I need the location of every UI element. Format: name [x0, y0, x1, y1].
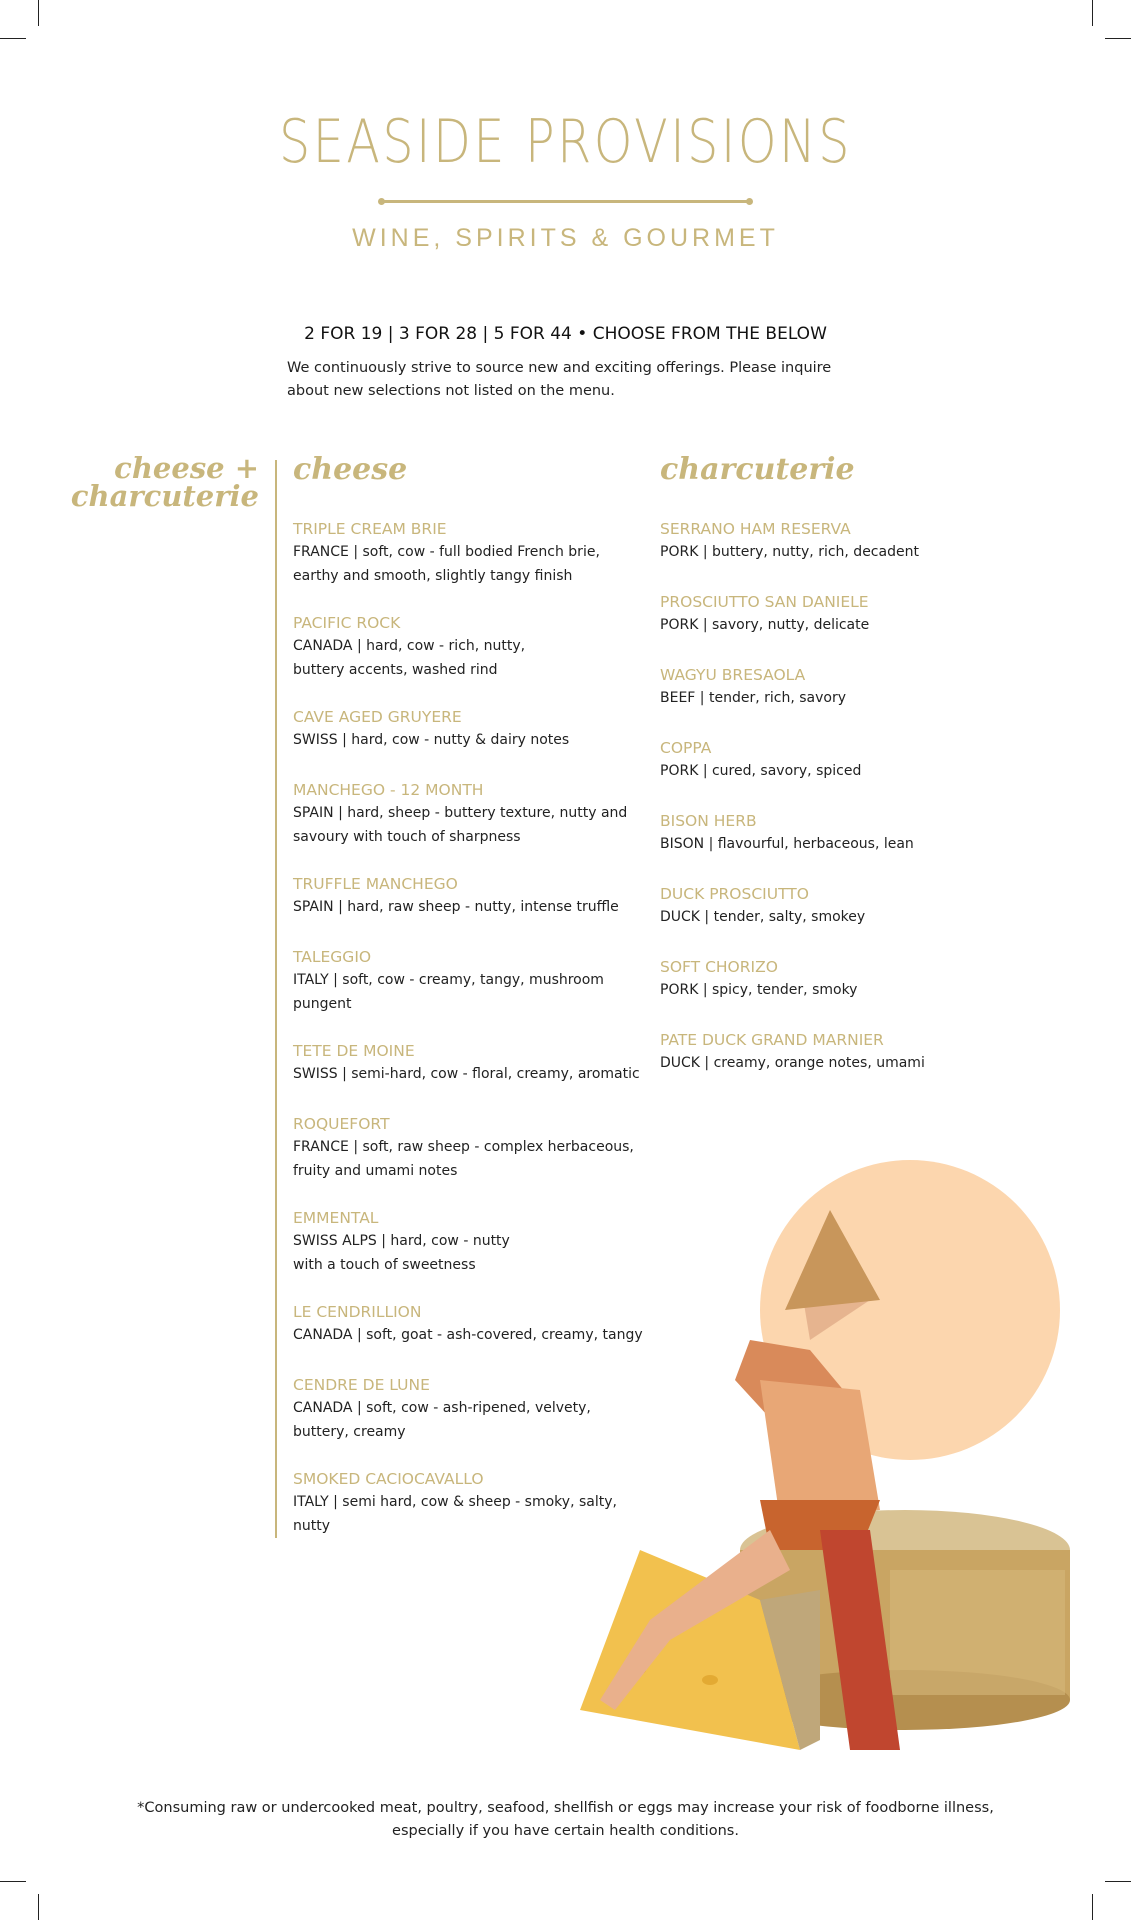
menu-item	[293, 779, 653, 849]
crop-mark	[0, 1881, 26, 1882]
menu-item-description: SPAIN | hard, sheep - buttery texture, nutty and savoury with touch of sharpness	[293, 805, 628, 845]
menu-item-description: PORK | cured, savory, spiced	[660, 763, 862, 779]
menu-item	[293, 518, 653, 588]
menu-item	[660, 664, 1040, 710]
menu-item-description: DUCK | creamy, orange notes, umami	[660, 1055, 925, 1071]
menu-item-name: BISON HERB	[660, 812, 757, 830]
section-side-title	[70, 451, 259, 513]
brand-tagline: WINE, SPIRITS & GOURMET	[352, 224, 779, 252]
menu-item-description: CANADA | soft, cow - ash-ripened, velvety, buttery, creamy	[293, 1400, 591, 1440]
menu-item	[293, 612, 653, 682]
menu-item-name: WAGYU BRESAOLA	[660, 666, 806, 684]
menu-item-name: TETE DE MOINE	[293, 1042, 415, 1060]
menu-item-name: SOFT CHORIZO	[660, 958, 778, 976]
crop-mark	[1105, 38, 1131, 39]
menu-item-name: CENDRE DE LUNE	[293, 1376, 430, 1394]
menu-item-name: ROQUEFORT	[293, 1115, 390, 1133]
menu-item-description: FRANCE | soft, raw sheep - complex herbaceous, fruity and umami notes	[293, 1139, 634, 1179]
menu-item	[293, 706, 653, 752]
menu-item-name: SMOKED CACIOCAVALLO	[293, 1470, 484, 1488]
menu-item-description: CANADA | hard, cow - rich, nutty, buttery accents, washed rind	[293, 638, 526, 678]
menu-item-name: DUCK PROSCIUTTO	[660, 885, 809, 903]
menu-item	[293, 1040, 653, 1086]
menu-item	[660, 591, 1040, 637]
menu-item-name: TALEGGIO	[293, 948, 372, 966]
allergy-disclaimer: *Consuming raw or undercooked meat, poultry, seafood, shellfish or eggs may increase your risk of foodborne illness, especially if you have certain health conditions.	[137, 1800, 994, 1839]
cheese-illustration	[560, 1150, 1080, 1770]
menu-item-name: COPPA	[660, 739, 712, 757]
menu-item-description: FRANCE | soft, cow - full bodied French brie, earthy and smooth, slightly tangy finish	[293, 544, 600, 584]
menu-item-description: SWISS | hard, cow - nutty & dairy notes	[293, 732, 570, 748]
menu-item-description: ITALY | soft, cow - creamy, tangy, mushroom pungent	[293, 972, 604, 1012]
menu-item-name: SERRANO HAM RESERVA	[660, 520, 851, 538]
menu-item-description: PORK | savory, nutty, delicate	[660, 617, 870, 633]
crop-mark	[1105, 1881, 1131, 1882]
charcuterie-list	[660, 518, 1040, 1102]
menu-item	[660, 810, 1040, 856]
intro-text: We continuously strive to source new and exciting offerings. Please inquire about new selections not listed on the menu.	[287, 360, 832, 399]
crop-mark	[1092, 0, 1093, 26]
menu-item-description: PORK | buttery, nutty, rich, decadent	[660, 544, 919, 560]
pricing-deal: 2 FOR 19 | 3 FOR 28 | 5 FOR 44 • CHOOSE FROM THE BELOW	[304, 324, 827, 344]
menu-item-description: SWISS ALPS | hard, cow - nutty with a touch of sweetness	[293, 1233, 510, 1273]
menu-item	[660, 518, 1040, 564]
cheese-heading: cheese	[293, 452, 408, 487]
charcuterie-heading: charcuterie	[660, 452, 855, 487]
menu-item-description: SWISS | semi-hard, cow - floral, creamy, aromatic	[293, 1066, 640, 1082]
menu-item	[293, 873, 653, 919]
menu-item-description: ITALY | semi hard, cow & sheep - smoky, salty, nutty	[293, 1494, 617, 1534]
menu-item-name: LE CENDRILLION	[293, 1303, 422, 1321]
side-title-line: cheese +	[114, 451, 259, 485]
menu-item-description: SPAIN | hard, raw sheep - nutty, intense truffle	[293, 899, 619, 915]
brand-divider	[381, 200, 750, 203]
menu-item-description: CANADA | soft, goat - ash-covered, creamy, tangy	[293, 1327, 643, 1343]
crop-mark	[38, 1894, 39, 1920]
side-title-line: charcuterie	[70, 479, 259, 513]
menu-item-name: EMMENTAL	[293, 1209, 379, 1227]
menu-item-name: CAVE AGED GRUYERE	[293, 708, 462, 726]
menu-item-name: PATE DUCK GRAND MARNIER	[660, 1031, 884, 1049]
crop-mark	[0, 38, 26, 39]
menu-item	[293, 946, 653, 1016]
menu-item-description: PORK | spicy, tender, smoky	[660, 982, 858, 998]
menu-item-name: MANCHEGO - 12 MONTH	[293, 781, 484, 799]
menu-item-name: TRUFFLE MANCHEGO	[293, 875, 458, 893]
menu-item-description: BEEF | tender, rich, savory	[660, 690, 846, 706]
menu-item-description: BISON | flavourful, herbaceous, lean	[660, 836, 914, 852]
menu-item-name: TRIPLE CREAM BRIE	[293, 520, 447, 538]
menu-item-description: DUCK | tender, salty, smokey	[660, 909, 866, 925]
crop-mark	[1092, 1894, 1093, 1920]
brand-title: SEASIDE PROVISIONS	[278, 107, 852, 177]
menu-item	[660, 956, 1040, 1002]
menu-item-name: PROSCIUTTO SAN DANIELE	[660, 593, 869, 611]
menu-item	[660, 883, 1040, 929]
menu-item	[660, 1029, 1040, 1075]
section-divider	[275, 460, 277, 1538]
crop-mark	[38, 0, 39, 26]
menu-item-name: PACIFIC ROCK	[293, 614, 401, 632]
menu-item	[660, 737, 1040, 783]
